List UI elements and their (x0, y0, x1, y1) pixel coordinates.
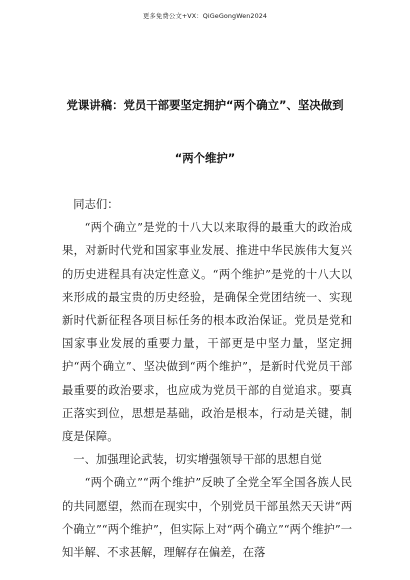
body-paragraph-1: “两个确立”是党的十八大以来取得的最重大的政治成果，对新时代党和国家事业发展、推进中华民族伟大复兴的历史进程具有决定性意义。“两个维护”是党的十八大以来形成的最宝贵的历史经验，是确保全党团结统一、实现新时代新征程各项目标任务的根本政治保证。党员是党和国家事业发展的重要力量，干部更是中坚力量，坚定拥护“两个确立”、坚决做到“两个维护”，是新时代党员干部最重要的政治要求，也应成为党员干部的自觉追求。要真正落实到位，思想是基础，政治是根本，行动是关键，制度是保障。 (62, 221, 352, 444)
header-note: 更多免费公文+VX：QiGeGongWen2024 (142, 12, 268, 20)
document-title-line-1: 党课讲稿：党员干部要坚定拥护“两个确立”、坚决做到 (66, 98, 344, 112)
section-heading-1: 一、加强理论武装，切实增强领导干部的思想自觉 (73, 453, 322, 467)
document-title-line-2: “两个维护” (174, 151, 236, 165)
body-paragraph-2: “两个确立”“两个维护”反映了全党全军全国各族人民的共同愿望，然而在现实中，个别党员干部虽然天天讲“两个确立”“两个维护”，但实际上对“两个确立”“两个维护”一知半解、不求甚解，理解存在偏差，在落 (62, 476, 352, 560)
salutation: 同志们： (73, 198, 119, 211)
document-body (62, 193, 352, 564)
